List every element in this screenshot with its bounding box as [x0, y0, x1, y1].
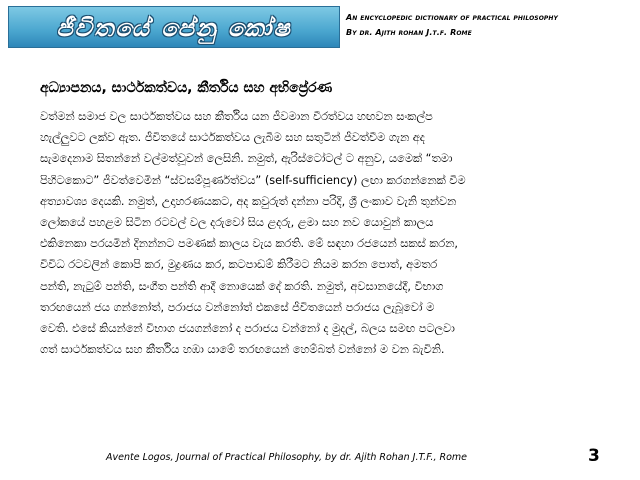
article-heading: අධ්‍යාපනය, සාර්ථකත්වය, කීර්තිය සහ අභිප්‍රේරණ: [40, 80, 333, 96]
article-body: [40, 106, 603, 371]
page-number: 3: [588, 446, 600, 466]
header-tagline: [346, 10, 636, 40]
body-line: වත්මන් සමාජ වල සාර්ථකත්වය සහ කීර්තිය යන ජීවමාන වීරත්වය හඟවන සංකල්ප: [40, 110, 433, 123]
body-line: වෙති. එසේ කියන්නේ විභාග ජයගන්නෝ ද පරාජය වන්නෝ ද මුදල්, බලය සමඟ පටලවා: [40, 322, 455, 336]
body-line: ලෝකයේ පහළම සිටින රටවල් වල දරුවෝ සිය ළදරු, ළමා සහ නව යොවුන් කාලය: [40, 216, 434, 230]
tagline-description: An encyclopedic dictionary of practical philosophy: [346, 13, 558, 22]
journal-logo: [8, 6, 340, 48]
body-line: පන්ති, නැටුම් පන්ති, සංගීත පන්ති ආදී නොයෙක් දේ කරති. නමුත්, අවසානයේදී, විභාග: [40, 279, 444, 293]
footer-citation: Avente Logos, Journal of Practical Philosophy, by dr. Ajith Rohan J.T.F., Rome: [106, 452, 467, 463]
body-line: පිහිටකොට” ජීවත්වෙමින් “ස්වසම්පූර්ණත්වය” (self-sufficiency) ලඟා කරගන්නෙක් වීම: [40, 173, 466, 187]
logo-title: ජීවිතයේ පේනු කෝෂ: [56, 12, 292, 42]
body-line: හැල්ලුවට ලක්ව ඇත. ජීවිතයේ සාර්ථකත්වය ලැබීම සහ සතුටින් ජීවත්වීම ගැන අද: [40, 131, 425, 145]
tagline-author: By dr. Ajith rohan J.t.f. Rome: [346, 28, 472, 37]
body-line: ගත් සාර්ථකත්වය සහ කීර්තිය හඹා යාමේ තරඟයෙන් හෙම්බත් වන්නෝ ම වන බැවිනි.: [40, 343, 445, 357]
body-line: එකිනෙකා පරයමින් දිනන්නට පමණක් කාලය වැය කරති. මේ සඳහා රජයෙන් සකස් කරන,: [40, 237, 458, 251]
body-line: අත්‍යාවශ්‍ය දෙයකි. නමුත්, උදාහරණයකට, අද කවුරුත් දන්නා පරිදි, ශ්‍රී ලංකාව වැනි තුන්වන: [40, 194, 457, 208]
body-line: විවිධ රටවලින් කොපි කර, මුද්‍රණය කර, කටපාඩම් කිරීමට නියම කරන පොත්, අමතර: [40, 258, 438, 272]
body-line: තරඟයෙන් ජය ගන්නෝත්, පරාජය වන්නෝත් එකසේ ජීවිතයෙන් පරාජය ලැබූවෝ ම: [40, 300, 435, 314]
body-line: සැමදෙනාම සිතන්නේ වල්මත්වූවන් ලෙසිනි. නමුත්, ඇරිස්ටෝටල් ට අනුව, යමෙක් “තමා: [40, 152, 453, 166]
